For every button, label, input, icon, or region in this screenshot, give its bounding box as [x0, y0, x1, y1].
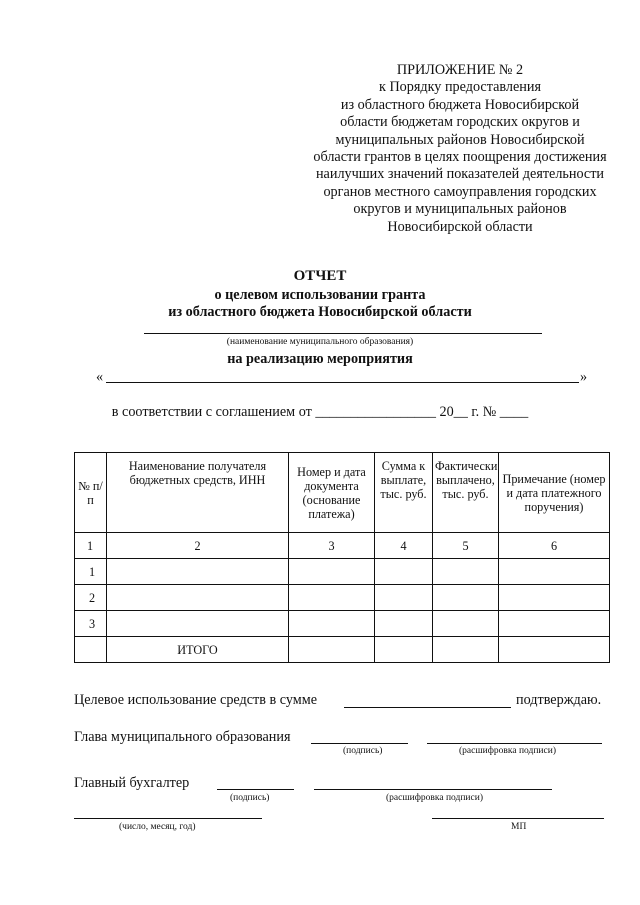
quote-open: «	[96, 369, 104, 385]
table-cell	[75, 637, 107, 663]
row-number: 2	[75, 585, 107, 611]
accountant-signature-line	[217, 789, 294, 790]
header-cell: Номер и дата документа (основание платежа)	[289, 453, 375, 533]
table-row	[75, 611, 610, 637]
table-row	[75, 559, 610, 585]
date-line	[74, 818, 262, 819]
appendix-line: области бюджетам городских округов и	[340, 114, 580, 131]
table-cell	[499, 559, 610, 585]
table-cell	[433, 637, 499, 663]
row-number: 3	[75, 611, 107, 637]
quote-close: »	[580, 369, 588, 385]
stamp-caption: МП	[511, 822, 527, 832]
table-cell	[289, 637, 375, 663]
header-cell: № п/п	[75, 453, 107, 533]
report-title: ОТЧЕТ	[293, 268, 347, 284]
confirm-prefix: Целевое использование средств в сумме	[74, 692, 318, 708]
report-subtitle-2: из областного бюджета Новосибирской области	[168, 304, 472, 320]
table-cell	[107, 611, 289, 637]
table-cell	[289, 611, 375, 637]
table-cell	[499, 637, 610, 663]
table-row	[75, 585, 610, 611]
table-cell	[499, 611, 610, 637]
column-number: 1	[75, 533, 107, 559]
head-label: Глава муниципального образования	[74, 729, 291, 745]
table-cell	[289, 559, 375, 585]
date-caption: (число, месяц, год)	[119, 822, 196, 832]
accountant-decoding-caption: (расшифровка подписи)	[386, 793, 483, 803]
report-subtitle: о целевом использовании гранта	[214, 287, 426, 303]
column-number: 5	[433, 533, 499, 559]
column-number: 6	[499, 533, 610, 559]
header-cell: Наименование получателя бюджетных средств, ИНН	[107, 453, 289, 533]
table-cell	[107, 585, 289, 611]
total-row	[75, 637, 610, 663]
table-cell	[375, 611, 433, 637]
column-number-row	[75, 533, 610, 559]
agreement-line: в соответствии с соглашением от _________________ 20__ г. № ____	[111, 404, 529, 420]
table-cell	[433, 585, 499, 611]
stamp-line	[432, 818, 604, 819]
column-number: 3	[289, 533, 375, 559]
header-cell: Фактически выплачено, тыс. руб.	[433, 453, 499, 533]
appendix-line: Новосибирской области	[387, 218, 533, 235]
head-decoding-caption: (расшифровка подписи)	[459, 746, 556, 756]
table-cell	[433, 611, 499, 637]
table-cell	[375, 585, 433, 611]
accountant-decoding-line	[314, 789, 552, 790]
table-cell	[107, 559, 289, 585]
appendix-line: органов местного самоуправления городских	[323, 183, 597, 200]
amount-line	[344, 707, 511, 708]
purpose-label: на реализацию мероприятия	[227, 351, 413, 367]
appendix-header	[300, 62, 620, 236]
appendix-line: округов и муниципальных районов	[353, 201, 567, 218]
table-cell	[499, 585, 610, 611]
appendix-line: к Порядку предоставления	[379, 79, 541, 96]
table-cell	[375, 559, 433, 585]
measure-line	[106, 382, 579, 383]
head-signature-line	[311, 743, 408, 744]
table-cell	[375, 637, 433, 663]
table-cell	[433, 559, 499, 585]
column-number: 2	[107, 533, 289, 559]
table-cell	[289, 585, 375, 611]
row-number: 1	[75, 559, 107, 585]
head-signature-caption: (подпись)	[343, 746, 383, 756]
confirm-suffix: подтверждаю.	[516, 692, 602, 708]
header-cell: Сумма к выплате, тыс. руб.	[375, 453, 433, 533]
table-header-row	[75, 453, 610, 533]
municipality-caption: (наименование муниципального образования)	[226, 337, 414, 347]
report-table	[74, 452, 610, 663]
header-cell: Примечание (номер и дата платежного поручения)	[499, 453, 610, 533]
accountant-signature-caption: (подпись)	[230, 793, 270, 803]
appendix-line: ПРИЛОЖЕНИЕ № 2	[396, 62, 524, 78]
appendix-line: наилучших значений показателей деятельности	[315, 166, 605, 183]
accountant-label: Главный бухгалтер	[74, 775, 190, 791]
total-label: ИТОГО	[107, 637, 289, 663]
municipality-line	[144, 333, 542, 334]
column-number: 4	[375, 533, 433, 559]
appendix-line: муниципальных районов Новосибирской	[335, 131, 585, 148]
appendix-line: области грантов в целях поощрения достижения	[313, 149, 607, 166]
appendix-line: из областного бюджета Новосибирской	[340, 96, 580, 113]
head-decoding-line	[427, 743, 602, 744]
